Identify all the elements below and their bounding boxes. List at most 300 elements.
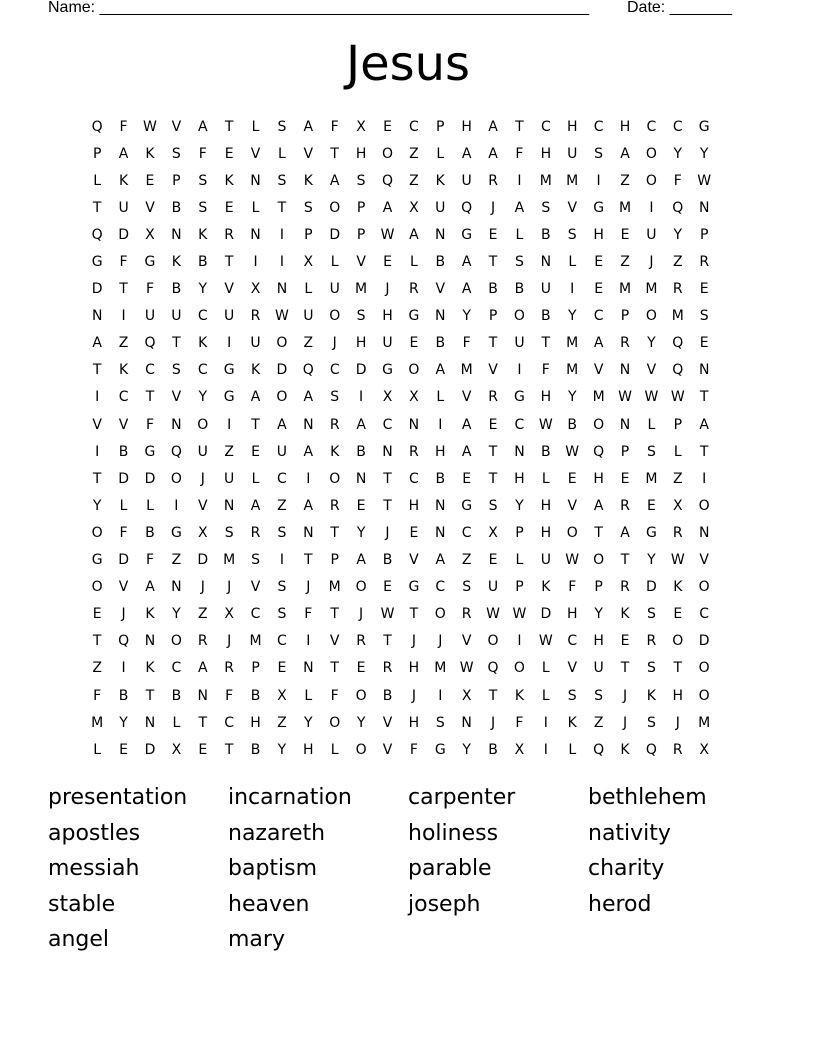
grid-letter: H bbox=[540, 145, 552, 162]
grid-letter: R bbox=[382, 660, 393, 677]
grid-letter: I bbox=[517, 172, 522, 189]
grid-letter: Y bbox=[462, 741, 471, 758]
grid-letter: Y bbox=[92, 497, 102, 514]
grid-letter: L bbox=[304, 687, 313, 704]
grid-letter: E bbox=[409, 524, 419, 541]
grid-letter: K bbox=[171, 254, 181, 271]
grid-letter: N bbox=[303, 524, 314, 541]
grid-letter: G bbox=[144, 443, 156, 460]
grid-letter: D bbox=[355, 362, 367, 379]
grid-letter: Z bbox=[224, 443, 234, 460]
grid-row bbox=[84, 682, 744, 709]
grid-letter: E bbox=[383, 118, 392, 135]
grid-letter: O bbox=[170, 470, 182, 487]
grid-letter: F bbox=[119, 118, 128, 135]
grid-letter: Y bbox=[567, 308, 577, 325]
grid-letter: C bbox=[593, 118, 604, 135]
grid-letter: V bbox=[118, 579, 129, 596]
grid-letter: Z bbox=[461, 552, 472, 569]
grid-letter: K bbox=[303, 172, 313, 189]
grid-letter: D bbox=[118, 226, 129, 243]
grid-letter: H bbox=[619, 118, 631, 135]
grid-letter: W bbox=[697, 172, 712, 189]
grid-letter: O bbox=[197, 416, 209, 433]
grid-letter: Z bbox=[409, 145, 419, 162]
grid-letter: U bbox=[646, 226, 657, 243]
grid-letter: W bbox=[670, 389, 685, 406]
grid-letter: J bbox=[649, 254, 654, 271]
grid-letter: J bbox=[490, 714, 496, 731]
grid-letter: E bbox=[277, 660, 287, 677]
grid-letter: T bbox=[409, 606, 419, 623]
grid-letter: Z bbox=[620, 172, 630, 189]
grid-letter: Q bbox=[672, 199, 684, 216]
grid-letter: R bbox=[409, 281, 419, 298]
grid-letter: H bbox=[540, 389, 552, 406]
grid-letter: I bbox=[279, 226, 284, 243]
word-list-item: presentation bbox=[48, 785, 188, 810]
grid-letter: A bbox=[356, 552, 366, 569]
grid-letter: W bbox=[565, 552, 580, 569]
grid-letter: O bbox=[381, 145, 393, 162]
grid-letter: T bbox=[383, 470, 392, 487]
grid-letter: K bbox=[514, 687, 525, 704]
grid-letter: N bbox=[619, 416, 631, 433]
grid-letter: S bbox=[646, 660, 656, 677]
grid-letter: V bbox=[382, 741, 393, 758]
grid-letter: Y bbox=[462, 308, 471, 325]
word-list-item: angel bbox=[48, 927, 110, 953]
grid-letter: B bbox=[514, 281, 525, 298]
word-search-grid bbox=[84, 113, 744, 763]
grid-letter: N bbox=[514, 443, 525, 460]
grid-letter: O bbox=[276, 389, 288, 406]
grid-letter: C bbox=[277, 470, 287, 487]
grid-letter: J bbox=[227, 579, 232, 596]
grid-letter: S bbox=[646, 606, 656, 623]
grid-letter: O bbox=[355, 687, 367, 704]
grid-letter: P bbox=[92, 145, 102, 162]
grid-letter: L bbox=[436, 389, 445, 406]
grid-letter: J bbox=[411, 633, 416, 650]
grid-letter: K bbox=[646, 687, 656, 704]
grid-letter: H bbox=[250, 714, 261, 731]
grid-letter: E bbox=[646, 497, 656, 514]
grid-letter: H bbox=[514, 470, 525, 487]
grid-letter: V bbox=[382, 714, 393, 731]
grid-letter: O bbox=[329, 470, 341, 487]
grid-letter: H bbox=[672, 687, 684, 704]
grid-letter: X bbox=[488, 524, 498, 541]
grid-letter: L bbox=[251, 470, 260, 487]
grid-letter: M bbox=[460, 362, 473, 379]
word-list-item: stable bbox=[48, 891, 116, 917]
grid-letter: W bbox=[380, 606, 395, 623]
grid-letter: Y bbox=[198, 281, 208, 298]
grid-letter: E bbox=[488, 416, 498, 433]
grid-letter: Y bbox=[647, 335, 656, 352]
grid-letter: M bbox=[223, 552, 236, 569]
grid-letter: A bbox=[303, 443, 314, 460]
grid-letter: T bbox=[383, 633, 392, 650]
grid-letter: U bbox=[435, 199, 446, 216]
grid-letter: U bbox=[224, 470, 235, 487]
grid-row bbox=[84, 248, 744, 275]
grid-letter: N bbox=[144, 714, 156, 731]
grid-letter: R bbox=[699, 254, 710, 271]
grid-letter: I bbox=[596, 172, 601, 189]
grid-letter: A bbox=[197, 660, 208, 677]
grid-letter: A bbox=[382, 199, 393, 216]
grid-letter: I bbox=[95, 443, 100, 460]
grid-letter: J bbox=[385, 524, 390, 541]
grid-letter: Y bbox=[356, 524, 366, 541]
grid-row bbox=[84, 492, 744, 519]
grid-letter: T bbox=[119, 281, 128, 298]
grid-letter: M bbox=[618, 199, 632, 216]
grid-letter: Y bbox=[198, 389, 208, 406]
grid-letter: G bbox=[382, 362, 393, 379]
grid-letter: Z bbox=[672, 470, 683, 487]
grid-letter: N bbox=[698, 362, 710, 379]
grid-letter: Q bbox=[645, 741, 657, 758]
grid-letter: V bbox=[250, 579, 261, 596]
grid-letter: N bbox=[276, 281, 288, 298]
grid-letter: E bbox=[488, 226, 498, 243]
grid-letter: B bbox=[567, 416, 578, 433]
grid-letter: A bbox=[435, 362, 446, 379]
grid-letter: J bbox=[490, 199, 496, 216]
grid-letter: T bbox=[620, 660, 630, 677]
grid-letter: I bbox=[121, 308, 126, 325]
grid-letter: I bbox=[517, 633, 522, 650]
grid-letter: G bbox=[645, 524, 657, 541]
grid-letter: D bbox=[698, 633, 710, 650]
grid-letter: I bbox=[438, 416, 443, 433]
grid-letter: L bbox=[409, 254, 418, 271]
grid-letter: W bbox=[670, 552, 685, 569]
grid-letter: E bbox=[567, 470, 577, 487]
grid-letter: O bbox=[672, 633, 684, 650]
grid-letter: W bbox=[618, 389, 632, 406]
grid-letter: N bbox=[698, 524, 710, 541]
grid-letter: C bbox=[435, 579, 446, 596]
grid-letter: P bbox=[251, 660, 260, 677]
grid-letter: M bbox=[645, 470, 658, 487]
grid-letter: S bbox=[277, 606, 287, 623]
grid-letter: R bbox=[329, 497, 340, 514]
grid-letter: I bbox=[227, 335, 232, 352]
grid-letter: O bbox=[698, 497, 710, 514]
grid-letter: O bbox=[645, 145, 657, 162]
grid-letter: I bbox=[306, 633, 311, 650]
grid-letter: O bbox=[276, 335, 288, 352]
grid-row bbox=[84, 384, 744, 411]
grid-letter: C bbox=[514, 416, 525, 433]
grid-letter: M bbox=[618, 281, 632, 298]
grid-letter: B bbox=[541, 226, 551, 243]
grid-letter: R bbox=[620, 579, 630, 596]
grid-letter: T bbox=[198, 714, 208, 731]
grid-letter: H bbox=[593, 226, 604, 243]
grid-letter: F bbox=[198, 145, 207, 162]
grid-letter: H bbox=[408, 660, 420, 677]
grid-letter: V bbox=[250, 145, 261, 162]
word-list-item: bethlehem bbox=[588, 785, 707, 810]
grid-letter: F bbox=[568, 579, 577, 596]
grid-letter: T bbox=[251, 416, 260, 433]
grid-letter: W bbox=[538, 633, 553, 650]
grid-letter: J bbox=[438, 633, 443, 650]
grid-letter: A bbox=[329, 172, 340, 189]
grid-letter: A bbox=[435, 552, 446, 569]
grid-letter: E bbox=[488, 552, 498, 569]
grid-letter: P bbox=[436, 118, 445, 135]
grid-letter: F bbox=[93, 687, 102, 704]
grid-letter: X bbox=[356, 118, 366, 135]
grid-letter: B bbox=[488, 281, 498, 298]
grid-letter: K bbox=[145, 660, 155, 677]
grid-letter: I bbox=[174, 497, 179, 514]
grid-letter: J bbox=[332, 335, 337, 352]
grid-letter: X bbox=[277, 687, 287, 704]
grid-letter: C bbox=[224, 714, 235, 731]
grid-letter: K bbox=[118, 172, 129, 189]
grid-letter: D bbox=[91, 281, 103, 298]
grid-letter: V bbox=[593, 362, 604, 379]
grid-letter: X bbox=[409, 389, 419, 406]
grid-letter: H bbox=[566, 606, 578, 623]
grid-letter: Q bbox=[91, 118, 103, 135]
grid-letter: C bbox=[540, 118, 551, 135]
grid-letter: G bbox=[514, 389, 525, 406]
grid-letter: I bbox=[543, 714, 548, 731]
grid-letter: X bbox=[382, 389, 393, 406]
name-field-label: Name: _______________________________________________________ bbox=[48, 0, 589, 16]
grid-letter: A bbox=[620, 524, 630, 541]
grid-letter: N bbox=[303, 660, 314, 677]
grid-letter: Z bbox=[92, 660, 102, 677]
grid-letter: V bbox=[409, 552, 419, 569]
grid-letter: U bbox=[567, 145, 578, 162]
word-list-item: parable bbox=[408, 856, 492, 882]
grid-letter: L bbox=[330, 254, 339, 271]
grid-letter: U bbox=[276, 443, 288, 460]
grid-letter: E bbox=[224, 145, 234, 162]
grid-letter: C bbox=[329, 362, 340, 379]
grid-letter: T bbox=[330, 606, 339, 623]
grid-letter: A bbox=[514, 199, 525, 216]
grid-letter: W bbox=[143, 118, 157, 135]
grid-letter: B bbox=[197, 254, 208, 271]
grid-letter: H bbox=[566, 118, 578, 135]
grid-row bbox=[84, 574, 744, 601]
grid-letter: G bbox=[408, 579, 420, 596]
grid-letter: W bbox=[459, 660, 474, 677]
grid-letter: R bbox=[197, 633, 208, 650]
grid-row bbox=[84, 140, 744, 167]
grid-letter: B bbox=[145, 524, 155, 541]
grid-letter: A bbox=[593, 335, 604, 352]
grid-letter: O bbox=[91, 579, 103, 596]
grid-letter: Y bbox=[356, 714, 366, 731]
grid-letter: B bbox=[435, 254, 446, 271]
grid-letter: A bbox=[118, 145, 129, 162]
grid-letter: R bbox=[488, 389, 498, 406]
grid-letter: M bbox=[645, 281, 658, 298]
grid-letter: G bbox=[461, 226, 473, 243]
grid-row bbox=[84, 519, 744, 546]
grid-letter: L bbox=[146, 497, 154, 514]
word-list-item: heaven bbox=[228, 891, 310, 917]
grid-letter: C bbox=[593, 308, 604, 325]
grid-letter: T bbox=[277, 199, 287, 216]
grid-letter: B bbox=[356, 443, 366, 460]
grid-letter: V bbox=[356, 254, 366, 271]
page-title: Jesus bbox=[345, 36, 471, 92]
grid-letter: G bbox=[170, 524, 182, 541]
grid-letter: O bbox=[329, 199, 341, 216]
grid-letter: E bbox=[673, 606, 683, 623]
grid-letter: V bbox=[567, 199, 578, 216]
word-list-item: herod bbox=[588, 891, 652, 917]
grid-letter: O bbox=[355, 741, 367, 758]
grid-letter: B bbox=[250, 741, 261, 758]
grid-letter: O bbox=[698, 660, 710, 677]
grid-letter: A bbox=[593, 497, 604, 514]
grid-letter: Y bbox=[699, 145, 709, 162]
grid-letter: J bbox=[306, 579, 311, 596]
grid-letter: R bbox=[409, 443, 419, 460]
grid-letter: Q bbox=[170, 443, 182, 460]
grid-letter: X bbox=[250, 281, 261, 298]
grid-letter: D bbox=[329, 226, 341, 243]
grid-letter: P bbox=[620, 308, 630, 325]
grid-letter: Z bbox=[620, 254, 630, 271]
grid-letter: U bbox=[487, 579, 499, 596]
grid-letter: B bbox=[118, 687, 129, 704]
grid-letter: W bbox=[486, 606, 500, 623]
grid-letter: V bbox=[699, 552, 709, 569]
grid-letter: E bbox=[145, 172, 155, 189]
grid-row bbox=[84, 276, 744, 303]
grid-letter: C bbox=[250, 606, 261, 623]
word-list-item: nativity bbox=[588, 820, 671, 846]
grid-letter: I bbox=[438, 687, 443, 704]
grid-letter: F bbox=[304, 606, 313, 623]
grid-letter: W bbox=[275, 308, 289, 325]
grid-letter: E bbox=[92, 606, 102, 623]
grid-letter: R bbox=[646, 633, 657, 650]
grid-letter: I bbox=[359, 389, 364, 406]
grid-letter: S bbox=[198, 172, 208, 189]
grid-letter: C bbox=[699, 606, 710, 623]
grid-letter: X bbox=[145, 226, 155, 243]
grid-letter: V bbox=[171, 118, 182, 135]
word-list-item: messiah bbox=[48, 856, 140, 882]
grid-letter: L bbox=[278, 145, 286, 162]
grid-letter: T bbox=[330, 660, 339, 677]
grid-letter: V bbox=[224, 281, 234, 298]
grid-letter: E bbox=[620, 633, 630, 650]
grid-letter: N bbox=[355, 470, 367, 487]
grid-letter: J bbox=[411, 687, 416, 704]
grid-letter: M bbox=[328, 579, 341, 596]
grid-letter: X bbox=[197, 524, 208, 541]
grid-letter: J bbox=[121, 606, 126, 623]
grid-letter: S bbox=[356, 172, 366, 189]
grid-letter: J bbox=[622, 687, 628, 704]
grid-letter: Y bbox=[594, 606, 603, 623]
grid-letter: J bbox=[359, 606, 364, 623]
grid-letter: E bbox=[699, 335, 709, 352]
grid-letter: A bbox=[620, 145, 630, 162]
grid-letter: K bbox=[330, 443, 340, 460]
grid-letter: F bbox=[515, 145, 524, 162]
grid-letter: N bbox=[435, 226, 446, 243]
grid-letter: A bbox=[250, 497, 261, 514]
grid-letter: E bbox=[224, 199, 234, 216]
grid-letter: Y bbox=[172, 606, 181, 623]
grid-letter: K bbox=[435, 172, 445, 189]
grid-letter: I bbox=[227, 416, 232, 433]
header bbox=[48, 0, 748, 18]
grid-letter: Z bbox=[593, 714, 604, 731]
grid-letter: U bbox=[540, 281, 551, 298]
grid-letter: K bbox=[250, 362, 261, 379]
grid-letter: C bbox=[277, 633, 287, 650]
grid-letter: S bbox=[171, 145, 181, 162]
grid-letter: G bbox=[144, 254, 156, 271]
grid-letter: I bbox=[121, 660, 126, 677]
grid-letter: S bbox=[646, 443, 656, 460]
grid-letter: G bbox=[223, 389, 235, 406]
grid-row bbox=[84, 547, 744, 574]
grid-letter: W bbox=[565, 443, 580, 460]
grid-letter: A bbox=[461, 443, 472, 460]
grid-letter: J bbox=[385, 281, 390, 298]
grid-letter: A bbox=[303, 497, 314, 514]
grid-letter: F bbox=[145, 281, 154, 298]
grid-letter: M bbox=[249, 633, 262, 650]
grid-letter: V bbox=[435, 281, 446, 298]
grid-letter: O bbox=[170, 633, 182, 650]
grid-letter: B bbox=[382, 552, 393, 569]
grid-letter: Z bbox=[277, 497, 287, 514]
grid-letter: E bbox=[251, 443, 260, 460]
grid-letter: U bbox=[303, 308, 314, 325]
grid-letter: G bbox=[434, 741, 446, 758]
grid-letter: S bbox=[567, 226, 577, 243]
grid-letter: O bbox=[593, 552, 605, 569]
grid-letter: F bbox=[673, 172, 682, 189]
grid-letter: V bbox=[171, 389, 182, 406]
grid-letter: O bbox=[329, 308, 341, 325]
grid-letter: W bbox=[538, 416, 553, 433]
grid-letter: N bbox=[250, 226, 261, 243]
grid-letter: U bbox=[144, 308, 156, 325]
grid-letter: D bbox=[540, 606, 552, 623]
grid-letter: T bbox=[620, 552, 630, 569]
word-list bbox=[48, 780, 768, 958]
grid-letter: H bbox=[540, 497, 552, 514]
grid-letter: A bbox=[461, 416, 472, 433]
grid-row bbox=[84, 357, 744, 384]
grid-letter: I bbox=[517, 362, 522, 379]
grid-letter: P bbox=[699, 226, 709, 243]
grid-row bbox=[84, 465, 744, 492]
grid-row bbox=[84, 736, 744, 763]
